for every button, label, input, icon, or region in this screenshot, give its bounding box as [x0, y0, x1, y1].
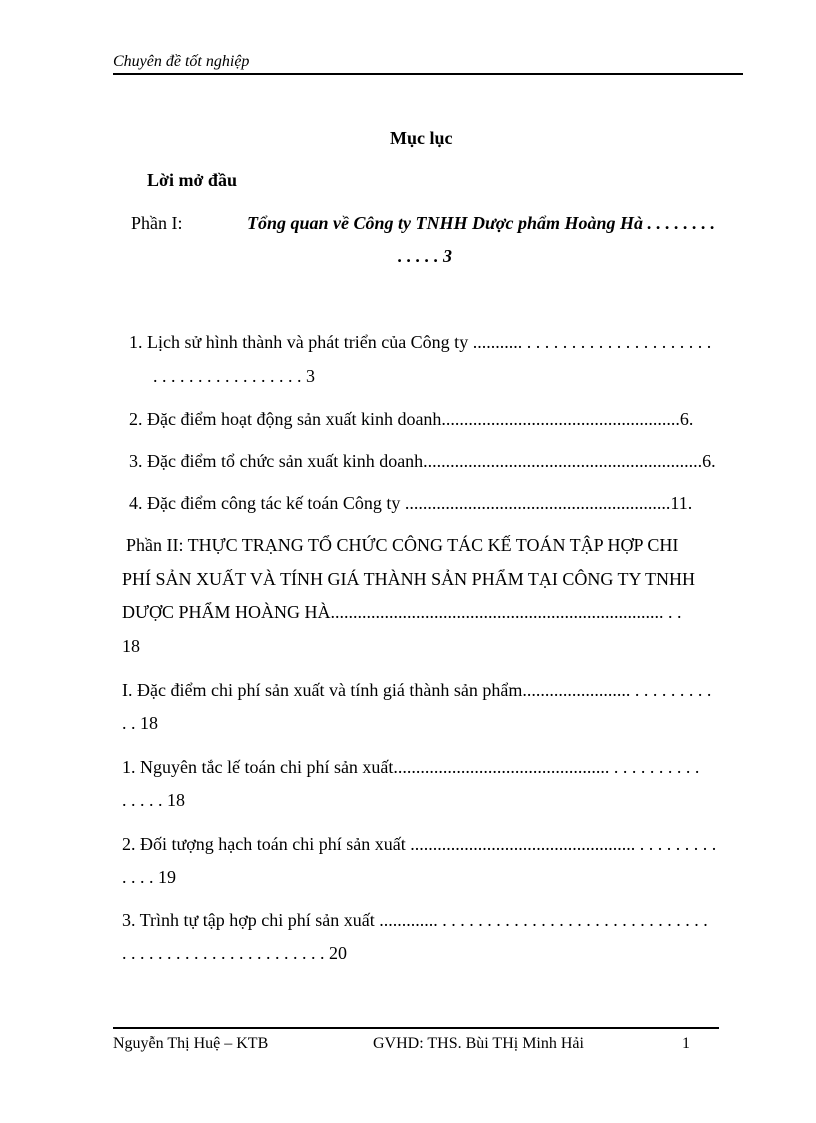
toc-item-1: 1. Lịch sử hình thành và phát triển của Công ty ........... . . . . . . . . . . . . . . . . . . . . .	[129, 332, 712, 352]
toc-part1-label: Phần I:	[131, 213, 183, 233]
footer-supervisor: GVHD: THS. Bùi THị Minh Hải	[373, 1035, 584, 1052]
running-header: Chuyên đề tốt nghiệp	[113, 53, 250, 70]
toc-item-1-page: . . . . . . . . . . . . . . . . . 3	[153, 366, 315, 386]
toc-title: Mục lục	[390, 128, 453, 148]
toc-part2-line2: PHÍ SẢN XUẤT VÀ TÍNH GIÁ THÀNH SẢN PHẨM TẠI CÔNG TY TNHH	[122, 569, 696, 589]
footer-rule	[113, 1027, 719, 1029]
page-number: 1	[682, 1035, 690, 1052]
toc-section-3: 2. Đối tượng hạch toán chi phí sản xuất .................................................. . . . . . . . . .	[122, 834, 717, 854]
toc-item-3: 3. Đặc điểm tổ chức sản xuất kinh doanh..............................................................6.	[129, 451, 716, 471]
toc-part1-page: . . . . . 3	[398, 246, 452, 266]
toc-section-1-page: . . 18	[122, 713, 158, 733]
toc-section-2: 1. Nguyên tắc lế toán chi phí sản xuất................................................ . . . . . . . . . .	[122, 757, 700, 777]
toc-section-2-page: . . . . . 18	[122, 790, 185, 810]
toc-part2-line1: Phần II: THỰC TRẠNG TỔ CHỨC CÔNG TÁC KẾ TOÁN TẬP HỢP CHI	[126, 535, 679, 555]
toc-intro: Lời mở đầu	[147, 170, 237, 190]
toc-part2-page: 18	[122, 636, 140, 656]
footer-author: Nguyễn Thị Huệ – KTB	[113, 1035, 269, 1052]
toc-section-4-page: . . . . . . . . . . . . . . . . . . . . . . . 20	[122, 943, 347, 963]
toc-item-2: 2. Đặc điểm hoạt động sản xuất kinh doanh.....................................................6.	[129, 409, 694, 429]
toc-part1-title: Tổng quan về Công ty TNHH Dược phẩm Hoàng Hà . . . . . . . .	[247, 213, 715, 233]
toc-section-4: 3. Trình tự tập hợp chi phí sản xuất ............. . . . . . . . . . . . . . . . . . . . . . . . . . . . . . .	[122, 910, 708, 930]
header-rule	[113, 73, 743, 75]
toc-section-3-page: . . . . 19	[122, 867, 176, 887]
toc-part2-line3: DƯỢC PHẨM HOÀNG HÀ.......................................................................... . .	[122, 602, 682, 622]
toc-item-4: 4. Đặc điểm công tác kế toán Công ty ...........................................................11.	[129, 493, 693, 513]
toc-section-1: I. Đặc điểm chi phí sản xuất và tính giá thành sản phẩm........................ . . . . . . . . .	[122, 680, 712, 700]
